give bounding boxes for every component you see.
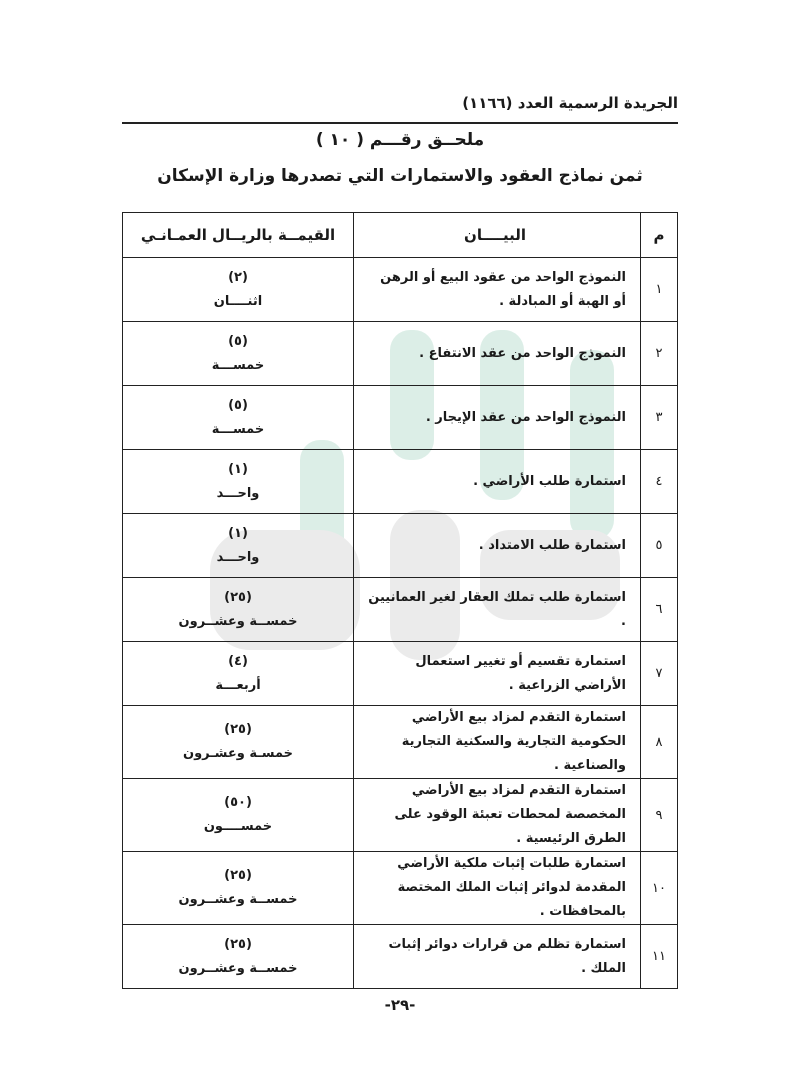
value-number: (٥٠) — [224, 795, 252, 810]
row-number: ٤ — [641, 450, 678, 514]
row-number: ٣ — [641, 386, 678, 450]
table-row — [123, 578, 678, 642]
header-value: القيمــة بالريــال العمـانـي — [123, 213, 354, 258]
value-words: خمســـة — [211, 357, 265, 373]
row-value — [123, 779, 354, 852]
row-value — [123, 706, 354, 779]
value-number: (٢) — [228, 269, 248, 285]
row-description: استمارة طلبات إثبات ملكية الأراضي المقدمة لدوائر إثبات الملك المختصة بالمحافظات . — [354, 852, 641, 925]
value-number: (٤) — [228, 653, 248, 669]
table-row — [123, 258, 678, 322]
row-number: ١١ — [641, 925, 678, 989]
row-description: استمارة طلب الامتداد . — [354, 514, 641, 578]
row-number: ٥ — [641, 514, 678, 578]
row-value — [123, 642, 354, 706]
table-row — [123, 779, 678, 852]
running-header: الجريدة الرسمية العدد (١١٦٦) — [462, 94, 678, 112]
value-number: (١) — [228, 525, 248, 541]
value-number: (٥) — [228, 397, 248, 413]
value-words: واحـــد — [216, 549, 260, 565]
value-words: خمســـة — [211, 421, 265, 437]
row-description: استمارة التقدم لمزاد بيع الأراضي الحكومية التجارية والسكنية التجارية والصناعية . — [354, 706, 641, 779]
value-words: أربعـــة — [215, 677, 261, 693]
row-value — [123, 450, 354, 514]
table-row — [123, 642, 678, 706]
value-number: (٢٥) — [224, 936, 252, 952]
annex-subtitle: ثمن نماذج العقود والاستمارات التي تصدرها وزارة الإسكان — [157, 166, 643, 186]
row-value — [123, 578, 354, 642]
value-number: (٢٥) — [224, 722, 252, 737]
table-row — [123, 852, 678, 925]
row-number: ١٠ — [641, 852, 678, 925]
row-value — [123, 852, 354, 925]
page-number: -٢٩- — [384, 996, 416, 1014]
row-number: ٧ — [641, 642, 678, 706]
row-number: ٩ — [641, 779, 678, 852]
value-number: (٢٥) — [224, 589, 252, 605]
fees-table — [122, 212, 678, 989]
row-value — [123, 386, 354, 450]
header-divider — [122, 122, 678, 124]
row-description: استمارة تقسيم أو تغيير استعمال الأراضي الزراعية . — [354, 642, 641, 706]
row-number: ٦ — [641, 578, 678, 642]
table-row — [123, 322, 678, 386]
table-row — [123, 925, 678, 989]
value-words: خمســــون — [203, 819, 273, 834]
annex-title: ملحــق رقـــم ( ١٠ ) — [315, 130, 485, 150]
table-row — [123, 386, 678, 450]
row-number: ٢ — [641, 322, 678, 386]
value-words: خمســة وعشــرون — [178, 960, 298, 976]
header-description: البيــــان — [354, 213, 641, 258]
row-description: استمارة طلب تملك العقار لغير العمانيين . — [354, 578, 641, 642]
row-description: النموذج الواحد من عقود البيع أو الرهن أو الهبة أو المبادلة . — [354, 258, 641, 322]
header-number: م — [641, 213, 678, 258]
table-row — [123, 450, 678, 514]
row-description: استمارة تظلم من قرارات دوائر إثبات الملك . — [354, 925, 641, 989]
table-row — [123, 706, 678, 779]
value-words: اثنــــان — [213, 293, 263, 309]
row-value — [123, 258, 354, 322]
value-number: (١) — [228, 461, 248, 477]
row-number: ١ — [641, 258, 678, 322]
row-description: النموذج الواحد من عقد الانتفاع . — [354, 322, 641, 386]
row-description: النموذج الواحد من عقد الإيجار . — [354, 386, 641, 450]
row-value — [123, 322, 354, 386]
value-number: (٢٥) — [224, 868, 252, 883]
row-value — [123, 514, 354, 578]
value-number: (٥) — [228, 333, 248, 349]
row-description: استمارة طلب الأراضي . — [354, 450, 641, 514]
row-value — [123, 925, 354, 989]
value-words: خمسـة وعشـرون — [182, 746, 294, 761]
row-number: ٨ — [641, 706, 678, 779]
value-words: واحـــد — [216, 485, 260, 501]
value-words: خمســة وعشــرون — [178, 892, 298, 907]
value-words: خمســة وعشــرون — [178, 613, 298, 629]
row-description: استمارة التقدم لمزاد بيع الأراضي المخصصة لمحطات تعبئة الوقود على الطرق الرئيسية . — [354, 779, 641, 852]
table-header-row — [123, 213, 678, 258]
table-row — [123, 514, 678, 578]
